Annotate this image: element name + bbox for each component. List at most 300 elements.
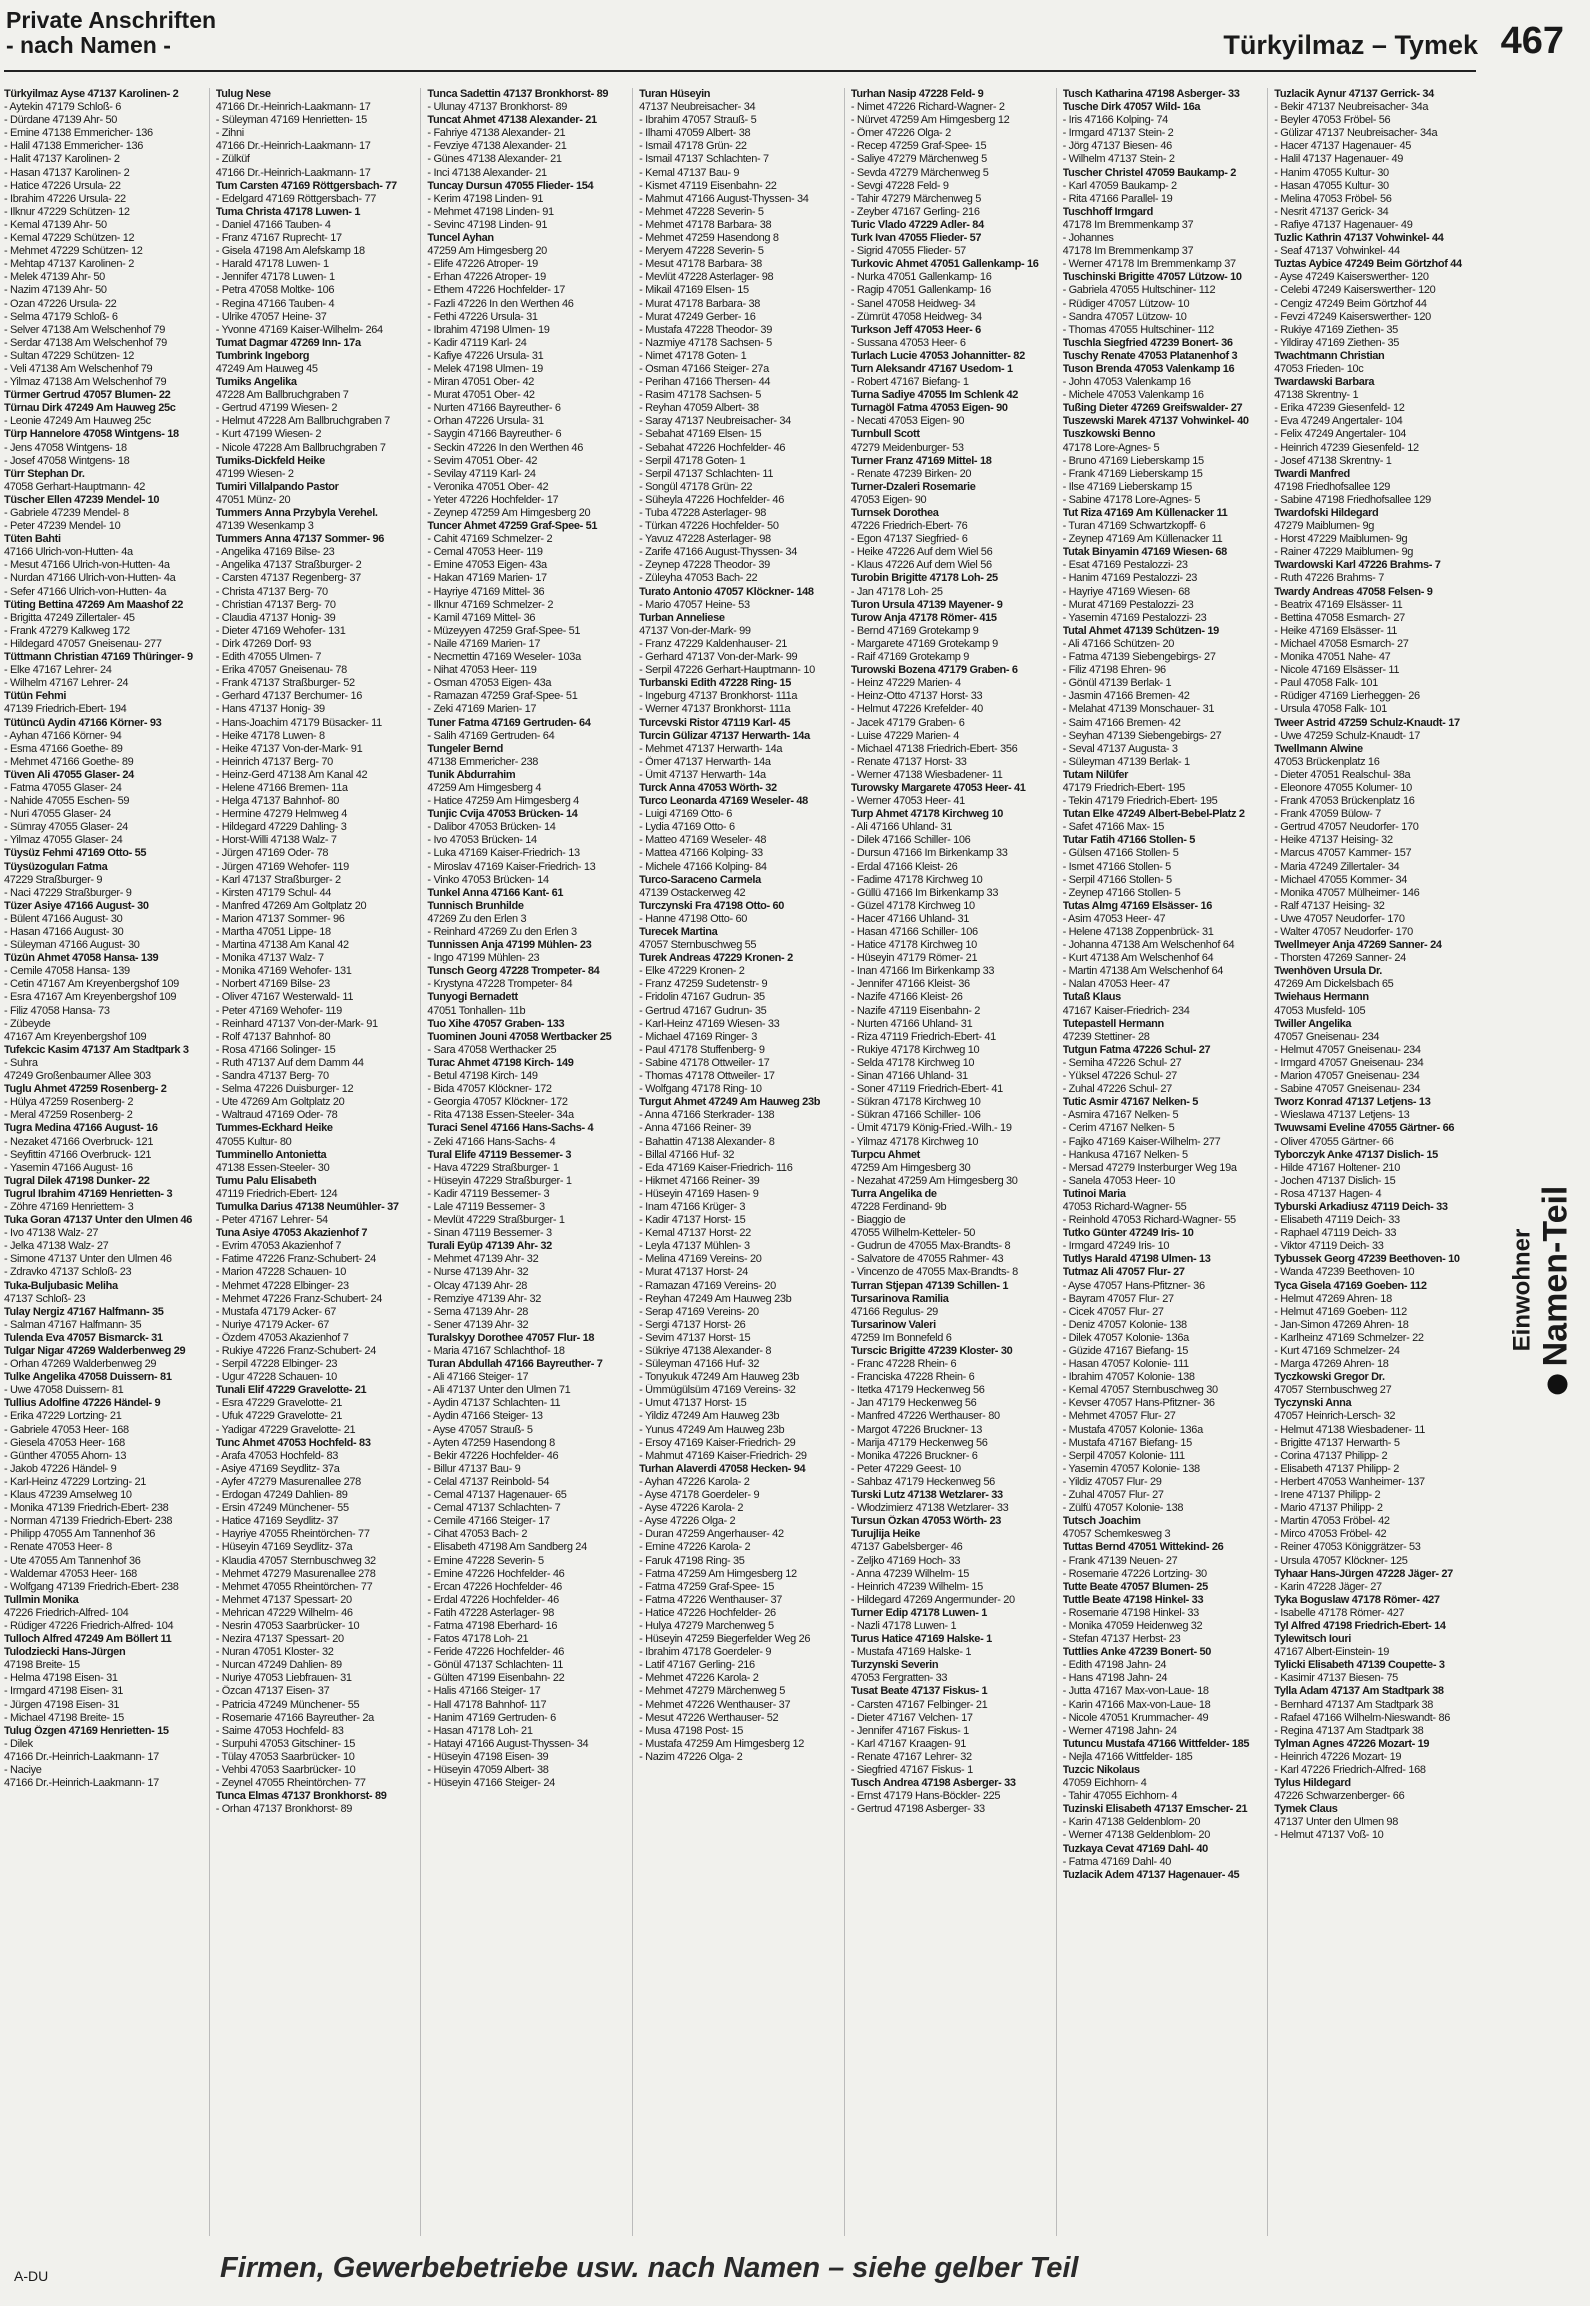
- list-item: - Hatice 47169 Seydlitz- 37: [215, 1515, 339, 1528]
- list-item: - Halit 47137 Karolinen- 2: [4, 153, 120, 166]
- list-item: - Hanim 47055 Kultur- 30: [1274, 166, 1389, 179]
- list-item: - Felix 47249 Angertaler- 104: [1274, 428, 1406, 441]
- list-item: Twachtmann Christian: [1274, 349, 1385, 362]
- list-item: - Süleyman 47166 Huf- 32: [639, 1358, 760, 1371]
- list-item: - Jennifer 47166 Kleist- 36: [850, 978, 970, 991]
- list-item: - Yeter 47226 Hochfelder- 17: [427, 493, 559, 506]
- list-item: - Sükran 47178 Kirchweg 10: [850, 1096, 981, 1109]
- list-item: - Serpil 47137 Schlachten- 11: [639, 467, 774, 480]
- list-item: - Ibrahim 47178 Goerdeler- 9: [639, 1646, 772, 1659]
- list-item: - Ingeburg 47137 Bronkhorst- 111a: [639, 690, 798, 703]
- list-item: 47199 Wiesen- 2: [215, 467, 294, 480]
- list-item: 47051 Tonhallen- 11b: [427, 1004, 526, 1017]
- list-item: - Monika 47057 Mülheimer- 146: [1274, 886, 1420, 899]
- list-item: Tulgar Nigar 47269 Walderbenweg 29: [4, 1345, 186, 1357]
- list-item: 47137 Schloß- 23: [4, 1292, 86, 1305]
- list-item: - Frank 47059 Bülow- 7: [1274, 808, 1381, 821]
- list-item: - Kirsten 47179 Schul- 44: [215, 886, 332, 899]
- list-item: - Hatice 47178 Kirchweg 10: [850, 939, 977, 952]
- list-item: - Dieter 47167 Velchen- 17: [850, 1711, 973, 1724]
- list-item: - Veronika 47051 Ober- 42: [427, 480, 549, 493]
- list-item: - Nicole 47051 Krummacher- 49: [1062, 1711, 1209, 1724]
- list-item: - Rosemarie 47226 Lortzing- 30: [1062, 1567, 1207, 1580]
- list-item: Tumiks-Dickfeld Heike: [215, 454, 325, 467]
- list-item: - Fatma 47198 Eberhard- 16: [427, 1619, 558, 1632]
- list-item: Tylewitsch Iouri: [1274, 1633, 1351, 1646]
- list-item: - Sükran 47166 Schiller- 106: [850, 1109, 981, 1122]
- list-item: - Helmut 47226 Krefelder- 40: [850, 703, 983, 716]
- list-item: Turhan Alaverdi 47058 Hecken- 94: [639, 1462, 806, 1475]
- list-item: - Mehmet 47228 Elbinger- 23: [215, 1279, 349, 1292]
- list-item: Tusche Dirk 47057 Wild- 16a: [1062, 101, 1201, 114]
- list-item: - Monika 47059 Heidenweg 32: [1062, 1619, 1203, 1632]
- list-item: - Ayse 47226 Karola- 2: [639, 1502, 744, 1515]
- list-item: - Cemal 47137 Schlachten- 7: [427, 1502, 561, 1515]
- list-item: Tuzlic Kathrin 47137 Vohwinkel- 44: [1274, 232, 1444, 245]
- list-item: - Eda 47169 Kaiser-Friedrich- 116: [639, 1161, 793, 1174]
- list-item: - Hatice 47226 Ursula- 22: [4, 179, 121, 192]
- list-item: Turran Stjepan 47139 Schillen- 1: [850, 1279, 1009, 1292]
- list-item: Turscic Brigitte 47239 Kloster- 30: [850, 1345, 1013, 1357]
- list-item: Twellmeyer Anja 47269 Sanner- 24: [1274, 939, 1442, 952]
- list-item: Tutko Günter 47249 Iris- 10: [1062, 1227, 1194, 1240]
- section-title: [6, 8, 216, 58]
- list-item: - Renate 47239 Birken- 20: [850, 467, 972, 480]
- list-item: Tugrul Ibrahim 47169 Henrietten- 3: [4, 1187, 173, 1200]
- list-item: - Heinz-Otto 47137 Horst- 33: [850, 690, 983, 703]
- list-item: - Ümmügülsüm 47169 Vereins- 32: [639, 1384, 796, 1397]
- list-item: - Sanela 47053 Heer- 10: [1062, 1174, 1175, 1187]
- list-item: Twardofski Hildegard: [1274, 507, 1379, 519]
- list-item: - Ivo 47053 Brücken- 14: [427, 834, 537, 847]
- list-item: - Cetin 47167 Am Kreyenbergshof 109: [4, 978, 179, 991]
- list-item: - Sema 47139 Ahr- 28: [427, 1305, 529, 1318]
- list-item: - Maria 47167 Schlachthof- 18: [427, 1345, 565, 1357]
- list-item: - Rukiye 47226 Franz-Schubert- 24: [215, 1345, 376, 1357]
- directory-column: [4, 88, 210, 2236]
- list-item: - Süleyman 47166 August- 30: [4, 939, 140, 952]
- list-item: 47053 Brückenplatz 16: [1274, 755, 1380, 768]
- list-item: - Umut 47137 Horst- 15: [639, 1397, 747, 1410]
- list-item: - Ali 47166 Steiger- 17: [427, 1371, 529, 1384]
- list-item: - Manfred 47269 Am Goltplatz 20: [215, 899, 367, 912]
- list-item: Twardawski Barbara: [1274, 376, 1375, 389]
- list-item: - Peter 47167 Lehrer- 54: [215, 1214, 328, 1227]
- list-item: - Mustafa 47179 Acker- 67: [215, 1305, 336, 1318]
- list-item: - Fatma 47259 Am Himgesberg 12: [639, 1567, 797, 1580]
- list-item: - Güzide 47167 Biefang- 15: [1062, 1345, 1188, 1357]
- list-item: - Fevzi 47249 Kaiserswerther- 120: [1274, 310, 1431, 323]
- list-item: Tuzinski Elisabeth 47137 Emscher- 21: [1062, 1803, 1248, 1816]
- list-item: - Erdogan 47249 Dahlien- 89: [215, 1489, 348, 1502]
- list-item: Tuncel Ayhan: [427, 232, 494, 245]
- list-item: - Gönül 47139 Berlak- 1: [1062, 677, 1172, 690]
- list-item: Tylla Adam 47137 Am Stadtpark 38: [1274, 1685, 1444, 1698]
- list-item: - Evrim 47053 Akazienhof 7: [215, 1240, 342, 1253]
- list-item: - Ümit 47137 Herwarth- 14a: [639, 768, 766, 781]
- list-item: - Turan 47169 Schwartzkopff- 6: [1062, 520, 1206, 533]
- list-item: - Asim 47053 Heer- 47: [1062, 912, 1166, 925]
- list-item: 47259 Im Bonnefeld 6: [850, 1331, 952, 1344]
- list-item: - Thomas 47055 Hultschiner- 112: [1062, 323, 1214, 336]
- list-item: Tum Carsten 47169 Röttgersbach- 77: [215, 179, 397, 192]
- list-item: Tuson Brenda 47053 Valenkamp 16: [1062, 362, 1235, 375]
- list-item: - Kafiye 47226 Ursula- 31: [427, 349, 544, 362]
- list-item: - Gülizar 47137 Neubreisacher- 34a: [1274, 127, 1438, 140]
- section-tab-line1: Einwohner: [1508, 1228, 1536, 1352]
- list-item: Tunjic Cvija 47053 Brücken- 14: [427, 808, 578, 821]
- list-item: - Franciska 47228 Rhein- 6: [850, 1371, 975, 1384]
- list-item: Turan Abdullah 47166 Bayreuther- 7: [427, 1358, 603, 1371]
- list-item: - Ayse 47057 Hans-Pfitzner- 36: [1062, 1279, 1205, 1292]
- list-item: - Songül 47178 Grün- 22: [639, 480, 753, 493]
- list-item: - Mario 47057 Heine- 53: [639, 598, 750, 611]
- list-item: - Fatma 47055 Glaser- 24: [4, 781, 122, 794]
- list-item: - Nuriye 47179 Acker- 67: [215, 1318, 329, 1331]
- list-item: - Ruth 47137 Auf dem Damm 44: [215, 1056, 364, 1069]
- list-item: - Gabriela 47055 Hultschiner- 112: [1062, 284, 1216, 297]
- list-item: - Hatice 47226 Hochfelder- 26: [639, 1606, 776, 1619]
- list-item: - Helma 47198 Eisen- 31: [4, 1672, 118, 1685]
- list-item: - Heike 47137 Von-der-Mark- 91: [215, 742, 363, 755]
- list-item: Tunca Sadettin 47137 Bronkhorst- 89: [427, 88, 609, 100]
- list-item: - Waldemar 47053 Heer- 168: [4, 1567, 137, 1580]
- list-item: Turna Sadiye 47055 Im Schlenk 42: [850, 389, 1018, 402]
- list-item: 47166 Dr.-Heinrich-Laakmann- 17: [215, 140, 371, 153]
- list-item: - Sükriye 47138 Alexander- 8: [639, 1345, 772, 1357]
- page-header: [0, 0, 1590, 76]
- list-item: - Hanne 47198 Otto- 60: [639, 912, 748, 925]
- list-item: Twardy Andreas 47058 Felsen- 9: [1274, 585, 1433, 598]
- list-item: - Günther 47055 Ahorn- 13: [4, 1449, 127, 1462]
- list-item: 47137 Gabelsberger- 46: [850, 1541, 963, 1554]
- list-item: - Uwe 47259 Schulz-Knaudt- 17: [1274, 729, 1421, 742]
- list-item: Turnagöl Fatma 47053 Eigen- 90: [850, 402, 1008, 415]
- list-item: Tuzcic Nikolaus: [1062, 1764, 1140, 1776]
- list-item: - Bernhard 47137 Am Stadtpark 38: [1274, 1698, 1434, 1711]
- list-item: - Serpil 47178 Goten- 1: [639, 454, 746, 467]
- list-item: - Viktor 47119 Deich- 33: [1274, 1240, 1384, 1253]
- list-item: - Recep 47259 Graf-Spee- 15: [850, 140, 987, 153]
- list-item: - Reyhan 47059 Albert- 38: [639, 402, 759, 415]
- list-item: Tutinoi Maria: [1062, 1187, 1126, 1200]
- bullet-icon: [1548, 1374, 1568, 1394]
- list-item: - Carsten 47167 Felbinger- 21: [850, 1698, 988, 1711]
- list-item: - Mahmut 47169 Kaiser-Friedrich- 29: [639, 1449, 807, 1462]
- list-item: - Rolf 47137 Bahnhof- 80: [215, 1030, 331, 1043]
- list-item: - Biaggio de: [850, 1214, 906, 1227]
- list-item: - Karl 47226 Friedrich-Alfred- 168: [1274, 1764, 1426, 1776]
- list-item: Tuszewski Marek 47137 Vohwinkel- 40: [1062, 415, 1249, 428]
- list-item: - Hayriye 47169 Mittel- 36: [427, 585, 545, 598]
- list-item: - Jakob 47226 Händel- 9: [4, 1462, 117, 1475]
- list-item: - Nuran 47051 Kloster- 32: [215, 1646, 334, 1659]
- list-item: - Miran 47051 Ober- 42: [427, 376, 535, 389]
- list-item: - Nicole 47228 Am Ballbruchgraben 7: [215, 441, 386, 454]
- list-item: - Vehbi 47053 Saarbrücker- 10: [215, 1764, 356, 1776]
- list-item: - Bernd 47169 Grotekamp 9: [850, 624, 979, 637]
- list-item: - Ayse 47178 Goerdeler- 9: [639, 1489, 760, 1502]
- list-item: - Soner 47119 Friedrich-Ebert- 41: [850, 1083, 1003, 1096]
- list-item: - Horst 47229 Maiblumen- 9g: [1274, 533, 1408, 546]
- list-item: - Celebi 47249 Kaiserswerther- 120: [1274, 284, 1436, 297]
- list-item: Tullmin Monika: [4, 1593, 79, 1606]
- list-item: 47139 Ostackerweg 42: [639, 886, 746, 899]
- list-item: - Emine 47228 Severin- 5: [427, 1554, 544, 1567]
- list-item: Tullius Adolfine 47226 Händel- 9: [4, 1397, 161, 1410]
- list-item: 47279 Maiblumen- 9g: [1274, 520, 1375, 533]
- list-item: Türkyilmaz Ayse 47137 Karolinen- 2: [4, 88, 179, 100]
- list-item: - Sebahat 47226 Hochfelder- 46: [639, 441, 786, 454]
- list-item: 47053 Eigen- 90: [850, 493, 927, 506]
- list-item: - Mehmet 47166 Goethe- 89: [4, 755, 134, 768]
- list-item: - Orhan 47137 Bronkhorst- 89: [215, 1803, 353, 1816]
- list-item: 47057 Schemkesweg 3: [1062, 1528, 1171, 1541]
- list-item: - Asiye 47169 Seydlitz- 37a: [215, 1462, 340, 1475]
- list-item: - Dalibor 47053 Brücken- 14: [427, 821, 556, 834]
- list-item: - Tekin 47179 Friedrich-Ebert- 195: [1062, 795, 1218, 808]
- list-item: - Duran 47259 Angerhauser- 42: [639, 1528, 784, 1541]
- list-item: - Walter 47057 Neudorfer- 170: [1274, 926, 1413, 938]
- list-item: - Marion 47057 Gneisenau- 234: [1274, 1070, 1420, 1083]
- list-item: - Zeynel 47055 Rheintörchen- 77: [215, 1777, 366, 1790]
- list-item: - Kemal 47137 Bau- 9: [639, 166, 740, 179]
- list-item: Tyl Alfred 47198 Friedrich-Ebert- 14: [1274, 1619, 1446, 1632]
- list-item: - Naile 47169 Marien- 17: [427, 637, 541, 650]
- list-item: - Bettina 47058 Esmarch- 27: [1274, 611, 1405, 624]
- page-number: 467: [1500, 20, 1564, 62]
- list-item: - Murat 47137 Horst- 24: [639, 1266, 748, 1279]
- list-item: - Ute 47269 Am Goltplatz 20: [215, 1096, 345, 1109]
- list-item: - Filiz 47198 Ehren- 96: [1062, 664, 1166, 677]
- list-item: Türr Stephan Dr.: [4, 467, 85, 480]
- list-item: - Heinz-Gerd 47138 Am Kanal 42: [215, 768, 368, 781]
- list-item: - Rita 47138 Essen-Steeler- 34a: [427, 1109, 574, 1122]
- list-item: Turek Andreas 47229 Kronen- 2: [639, 952, 793, 965]
- list-item: - Kemal 47057 Sternbuschweg 30: [1062, 1384, 1218, 1397]
- list-item: - Mehmet 47226 Franz-Schubert- 24: [215, 1292, 383, 1305]
- list-item: Tumiks Angelika: [215, 376, 297, 389]
- list-item: Tumulka Darius 47138 Neumühler- 37: [215, 1200, 399, 1213]
- list-item: - Oliver 47055 Gärtner- 66: [1274, 1135, 1394, 1148]
- list-item: - Marga 47269 Ahren- 18: [1274, 1358, 1389, 1371]
- list-item: - Waltraud 47169 Oder- 78: [215, 1109, 338, 1122]
- list-item: - Murat 47169 Pestalozzi- 23: [1062, 598, 1194, 611]
- list-item: 47138 Emmericher- 238: [427, 755, 539, 768]
- list-item: - Horst-Willi 47138 Walz- 7: [215, 834, 337, 847]
- list-item: - Hayriye 47055 Rheintörchen- 77: [215, 1528, 370, 1541]
- list-item: - Fridolin 47167 Gudrun- 35: [639, 991, 765, 1004]
- list-item: - Fatma 47139 Siebengebirgs- 27: [1062, 651, 1216, 664]
- list-item: - Anna 47166 Reiner- 39: [639, 1122, 751, 1135]
- list-item: - Jelka 47138 Walz- 27: [4, 1240, 109, 1253]
- list-item: - Vincenzo de 47055 Max-Brandts- 8: [850, 1266, 1018, 1279]
- list-item: Tunsch Georg 47228 Trompeter- 84: [427, 965, 600, 978]
- list-item: - Yildiz 47057 Flur- 29: [1062, 1475, 1162, 1488]
- list-item: 47279 Meidenburger- 53: [850, 441, 964, 454]
- list-item: - Emine 47226 Karola- 2: [639, 1541, 751, 1554]
- list-item: 47239 Stettiner- 28: [1062, 1030, 1150, 1043]
- list-item: - Rita 47166 Parallel- 19: [1062, 192, 1173, 205]
- list-item: 47058 Gerhart-Hauptmann- 42: [4, 480, 145, 493]
- list-item: Turck Anna 47053 Wörth- 32: [639, 781, 777, 794]
- list-item: Tüysüzoguları Fatma: [4, 860, 108, 873]
- list-item: Tulug Nese: [215, 88, 271, 100]
- list-item: - Sebahat 47169 Elsen- 15: [639, 428, 762, 441]
- list-item: - Werner 47198 Jahn- 24: [1062, 1724, 1177, 1737]
- list-item: Turic Vlado 47229 Adler- 84: [850, 218, 984, 231]
- list-item: - Michael 47169 Ringer- 3: [639, 1030, 757, 1043]
- list-item: - Rosa 47166 Solinger- 15: [215, 1043, 336, 1056]
- list-item: - Gertrud 47198 Asberger- 33: [850, 1803, 985, 1816]
- list-item: - Esra 47167 Am Kreyenbergshof 109: [4, 991, 177, 1004]
- list-item: - Orhan 47226 Ursula- 31: [427, 415, 544, 428]
- list-item: - Ismail 47137 Schlachten- 7: [639, 153, 769, 166]
- list-item: - Nahide 47055 Eschen- 59: [4, 795, 130, 808]
- list-item: Tutepastell Hermann: [1062, 1017, 1164, 1030]
- list-item: - Klaus 47239 Amselweg 10: [4, 1489, 132, 1502]
- list-item: Tworz Konrad 47137 Letjens- 13: [1274, 1096, 1431, 1109]
- list-item: - Fatime 47226 Franz-Schubert- 24: [215, 1253, 376, 1266]
- list-item: - Selda 47178 Kirchweg 10: [850, 1056, 975, 1069]
- list-item: - Marion 47137 Sommer- 96: [215, 912, 345, 925]
- list-item: - Mehmet 47137 Herwarth- 14a: [639, 742, 783, 755]
- list-item: Tusch Andrea 47198 Asberger- 33: [850, 1777, 1016, 1790]
- list-item: - Zeynep 47166 Stollen- 5: [1062, 886, 1181, 899]
- list-item: Tulay Nergiz 47167 Halfmann- 35: [4, 1305, 164, 1318]
- list-item: Tyburski Arkadiusz 47119 Deich- 33: [1274, 1200, 1448, 1213]
- list-item: Tuscher Christel 47059 Baukamp- 2: [1062, 166, 1237, 179]
- list-item: - Monika 47226 Bruckner- 6: [850, 1449, 978, 1462]
- list-item: 47053 Richard-Wagner- 55: [1062, 1200, 1187, 1213]
- list-item: Tuschy Renate 47053 Platanenhof 3: [1062, 349, 1238, 362]
- list-item: - Ismet 47166 Stollen- 5: [1062, 860, 1171, 873]
- list-item: Tursun Özkan 47053 Wörth- 23: [850, 1515, 1001, 1528]
- list-item: - Heinrich 47226 Mozart- 19: [1274, 1750, 1402, 1763]
- list-item: 47057 Sternbuschweg 27: [1274, 1384, 1392, 1397]
- list-item: - Yilmaz 47178 Kirchweg 10: [850, 1135, 979, 1148]
- list-item: - Serpil 47228 Elbinger- 23: [215, 1358, 338, 1371]
- list-item: - Mehmet 47137 Spessart- 20: [215, 1593, 352, 1606]
- list-item: - Wilhelm 47137 Stein- 2: [1062, 153, 1175, 166]
- list-item: - Raif 47169 Grotekamp 9: [850, 651, 970, 664]
- list-item: 47228 Am Ballbruchgraben 7: [215, 389, 349, 402]
- list-item: - Erika 47057 Gneisenau- 78: [215, 664, 347, 677]
- list-item: - Vinko 47053 Brücken- 14: [427, 873, 549, 886]
- list-item: - Mehmet 47139 Ahr- 32: [427, 1253, 539, 1266]
- list-item: - Erhan 47226 Atroper- 19: [427, 271, 546, 284]
- list-item: Twuwsami Eveline 47055 Gärtner- 66: [1274, 1122, 1455, 1135]
- list-item: Turkovic Ahmet 47051 Gallenkamp- 16: [850, 258, 1039, 271]
- list-item: - Nazim 47139 Ahr- 50: [4, 284, 107, 297]
- list-item: 47059 Eichhorn- 4: [1062, 1777, 1147, 1790]
- list-item: - Lydia 47169 Otto- 6: [639, 821, 735, 834]
- list-item: - Gönül 47137 Schlachten- 11: [427, 1659, 563, 1672]
- list-item: - Kerim 47198 Linden- 91: [427, 192, 544, 205]
- list-item: 47226 Friedrich-Ebert- 76: [850, 520, 968, 533]
- list-item: - Billur 47137 Bau- 9: [427, 1462, 521, 1475]
- list-item: - Nurka 47051 Gallenkamp- 16: [850, 271, 992, 284]
- list-item: - Oliver 47167 Westerwald- 11: [215, 991, 354, 1004]
- list-item: - Yilmaz 47055 Glaser- 24: [4, 834, 123, 847]
- list-item: - Helene 47166 Bremen- 11a: [215, 781, 348, 794]
- list-item: - Helmut 47137 Voß- 10: [1274, 1829, 1384, 1842]
- list-item: - Ali 47166 Uhland- 31: [850, 821, 952, 834]
- list-item: - Hankusa 47167 Nelken- 5: [1062, 1148, 1188, 1161]
- directory-columns: [4, 88, 1480, 2236]
- list-item: - Mustafa 47169 Halske- 1: [850, 1646, 972, 1659]
- list-item: - Nejla 47166 Wittfelder- 185: [1062, 1750, 1193, 1763]
- list-item: - Brigitte 47137 Herwarth- 5: [1274, 1436, 1400, 1449]
- list-item: Tuschinski Brigitte 47057 Lützow- 10: [1062, 271, 1242, 284]
- list-item: - Mehmet 47178 Barbara- 38: [639, 218, 772, 231]
- list-item: 47229 Straßburger- 9: [4, 873, 103, 886]
- list-item: - Zuhal 47226 Schul- 27: [1062, 1083, 1172, 1096]
- list-item: Tymek Claus: [1274, 1803, 1338, 1816]
- list-item: - Fethi 47226 Ursula- 31: [427, 310, 538, 323]
- list-item: Türp Hannelore 47058 Wintgens- 18: [4, 428, 179, 441]
- list-item: - Ibrahim 47057 Strauß- 5: [639, 114, 757, 127]
- list-item: - Remziye 47139 Ahr- 32: [427, 1292, 542, 1305]
- list-item: - Sevim 47051 Ober- 42: [427, 454, 538, 467]
- list-item: - Özdem 47053 Akazienhof 7: [215, 1331, 349, 1344]
- list-item: - Nicole 47169 Elsässer- 11: [1274, 664, 1400, 677]
- list-item: - Hans 47137 Honig- 39: [215, 703, 325, 716]
- list-item: - Yasemin 47166 August- 16: [4, 1161, 133, 1174]
- list-item: - Michele 47166 Kolping- 84: [639, 860, 767, 873]
- list-item: - Gülsen 47166 Stollen- 5: [1062, 847, 1179, 860]
- list-item: - Fadime 47178 Kirchweg 10: [850, 873, 983, 886]
- list-item: - Daniel 47166 Tauben- 4: [215, 218, 331, 231]
- list-item: - Luise 47229 Marien- 4: [850, 729, 959, 742]
- list-item: - Zarife 47166 August-Thyssen- 34: [639, 546, 797, 559]
- list-item: - Robert 47167 Biefang- 1: [850, 376, 969, 389]
- list-item: - Salman 47167 Halfmann- 35: [4, 1318, 142, 1331]
- list-item: - Stefan 47137 Herbst- 23: [1062, 1633, 1181, 1646]
- list-item: - Reiner 47053 Königgrätzer- 53: [1274, 1541, 1421, 1554]
- list-item: - Zeyber 47167 Gerling- 216: [850, 205, 980, 218]
- list-item: - Fajko 47169 Kaiser-Wilhelm- 277: [1062, 1135, 1221, 1148]
- list-item: - Karin 47138 Geldenblom- 20: [1062, 1816, 1201, 1829]
- list-item: Tyhaar Hans-Jürgen 47228 Jäger- 27: [1274, 1567, 1453, 1580]
- list-item: - Ercan 47226 Hochfelder- 46: [427, 1580, 562, 1593]
- list-item: - Mevlüt 47229 Straßburger- 1: [427, 1214, 565, 1227]
- list-item: 47138 Skrentny- 1: [1274, 389, 1359, 402]
- list-item: - Angelika 47137 Straßburger- 2: [215, 559, 362, 572]
- list-item: Türmer Gertrud 47057 Blumen- 22: [4, 389, 171, 402]
- list-item: - Bülent 47166 August- 30: [4, 912, 123, 925]
- list-item: - Michael 47058 Esmarch- 27: [1274, 637, 1409, 650]
- list-item: - Emine 47226 Hochfelder- 46: [427, 1567, 565, 1580]
- list-item: - Serpil 47226 Gerhart-Hauptmann- 10: [639, 664, 815, 677]
- list-item: Turra Angelika de: [850, 1187, 937, 1200]
- list-item: - Heinrich 47137 Berg- 70: [215, 755, 333, 768]
- list-item: - Sinan 47119 Bessemer- 3: [427, 1227, 552, 1240]
- list-item: - Mirco 47053 Fröbel- 42: [1274, 1528, 1387, 1541]
- list-item: Tulke Angelika 47058 Duissern- 81: [4, 1371, 172, 1384]
- list-item: - Hüseyin 47229 Straßburger- 1: [427, 1174, 572, 1187]
- list-item: - Saliye 47279 Märchenweg 5: [850, 153, 987, 166]
- list-item: - Matteo 47169 Weseler- 48: [639, 834, 767, 847]
- list-item: - Rosa 47137 Hagen- 4: [1274, 1187, 1382, 1200]
- list-item: - Johannes: [1062, 232, 1114, 245]
- list-item: 47055 Kultur- 80: [215, 1135, 292, 1148]
- list-item: Turecek Martina: [639, 926, 718, 938]
- list-item: - Melina 47169 Vereins- 20: [639, 1253, 762, 1266]
- list-item: - Sefer 47166 Ulrich-von-Hutten- 4a: [4, 585, 166, 598]
- list-item: - Ilknur 47229 Schützen- 12: [4, 205, 130, 218]
- list-item: - Ayse 47226 Olga- 2: [639, 1515, 736, 1528]
